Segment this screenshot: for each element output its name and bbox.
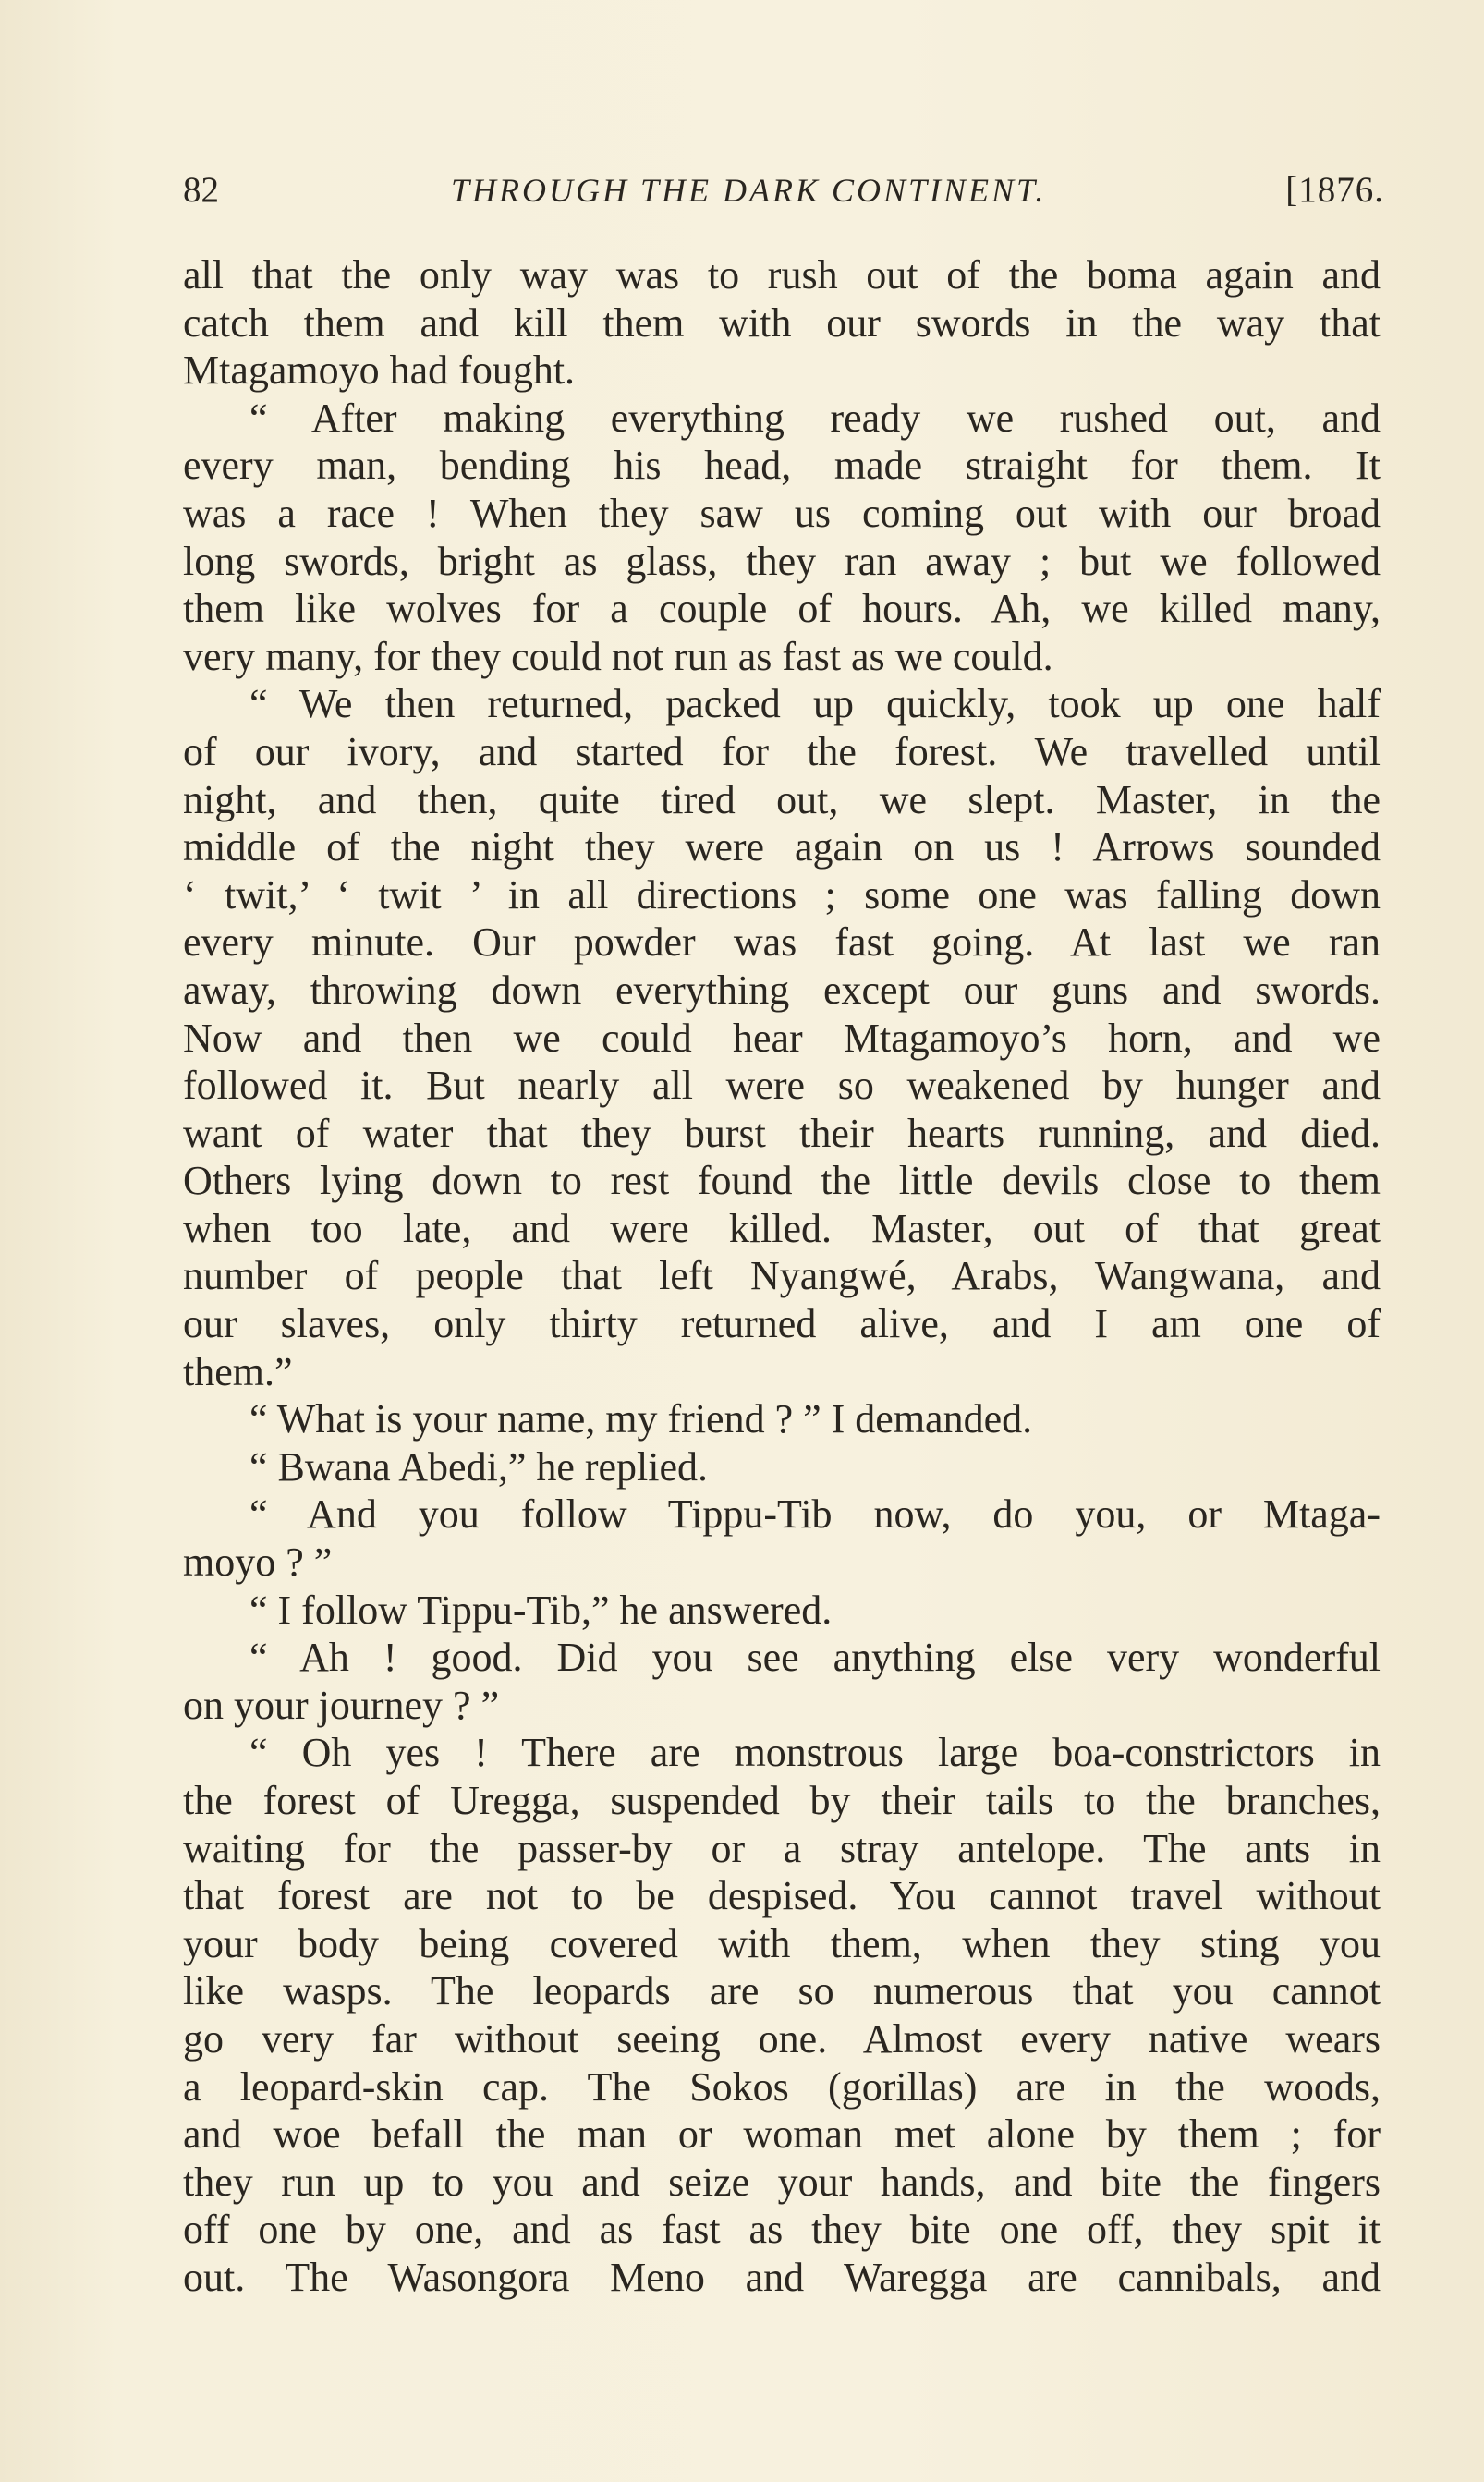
page-number: 82 [183, 170, 219, 210]
text-line: “ And you follow Tippu-Tib now, do you, or Mtaga- [249, 1491, 1381, 1538]
text-line: and woe befall the man or woman met alone by them ; for [183, 2111, 1381, 2158]
text-line: ‘ twit,’ ‘ twit ’ in all directions ; some one was falling down [183, 871, 1381, 918]
text-line: was a race ! When they saw us coming out with our broad [183, 490, 1381, 536]
text-line: waiting for the passer-by or a stray antelope. The ants in [183, 1825, 1381, 1871]
text-line: they run up to you and seize your hands, and bite the fingers [183, 2159, 1381, 2205]
text-line: a leopard-skin cap. The Sokos (gorillas) are in the woods, [183, 2063, 1381, 2110]
text-line: our slaves, only thirty returned alive, and I am one of [183, 1301, 1381, 1347]
text-line: followed it. But nearly all were so weakened by hunger and [183, 1063, 1381, 1109]
text-line: moyo ? ” [183, 1539, 333, 1586]
text-line: your body being covered with them, when they sting you [183, 1920, 1381, 1966]
year-marker: [1876. [1285, 170, 1384, 210]
text-line: out. The Wasongora Meno and Waregga are cannibals, and [183, 2254, 1381, 2300]
text-line: that forest are not to be despised. You cannot travel without [183, 1873, 1381, 1919]
text-line: when too late, and were killed. Master, out of that great [183, 1205, 1381, 1251]
text-line: off one by one, and as fast as they bite one off, they spit it [183, 2207, 1381, 2253]
text-line: “ I follow Tippu-Tib,” he answered. [249, 1587, 833, 1633]
text-line: them like wolves for a couple of hours. Ah, we killed many, [183, 586, 1381, 632]
text-line: number of people that left Nyangwé, Arabs, Wangwana, and [183, 1253, 1381, 1299]
text-line: all that the only way was to rush out of the boma again and [183, 252, 1381, 298]
text-line: every minute. Our powder was fast going. At last we ran [183, 919, 1381, 966]
text-line: away, throwing down everything except our guns and swords. [183, 967, 1381, 1013]
text-line: “ After making everything ready we rushed out, and [249, 395, 1381, 441]
running-header [183, 163, 1384, 218]
text-line: catch them and kill them with our swords in the way that [183, 299, 1381, 346]
text-line: want of water that they burst their hearts running, and died. [183, 1110, 1381, 1156]
text-line: them.” [183, 1348, 293, 1394]
text-line: very many, for they could not run as fast as we could. [183, 633, 1053, 679]
text-line: the forest of Uregga, suspended by their tails to the branches, [183, 1778, 1381, 1823]
text-line: go very far without seeing one. Almost every native wears [183, 2015, 1381, 2062]
text-line: Mtagamoyo had fought. [183, 347, 576, 394]
text-line: middle of the night they were again on us ! Arrows sounded [183, 824, 1381, 870]
text-line: Others lying down to rest found the little devils close to them [183, 1158, 1381, 1204]
text-line: Now and then we could hear Mtagamoyo’s horn, and we [183, 1015, 1381, 1061]
text-line: every man, bending his head, made straight for them. It [183, 443, 1381, 489]
text-line: long swords, bright as glass, they ran away ; but we followed [183, 538, 1381, 584]
text-line: “ Bwana Abedi,” he replied. [249, 1443, 709, 1490]
text-line: “ We then returned, packed up quickly, took up one half [249, 681, 1381, 727]
body-text [183, 251, 1381, 2302]
running-title: THROUGH THE DARK CONTINENT. [451, 172, 1047, 209]
text-line: “ Oh yes ! There are monstrous large boa-constrictors in [249, 1730, 1381, 1776]
text-line: on your journey ? ” [183, 1682, 500, 1728]
text-line: like wasps. The leopards are so numerous that you cannot [183, 1968, 1381, 2014]
text-line: of our ivory, and started for the forest. We travelled until [183, 728, 1381, 774]
text-line: night, and then, quite tired out, we slept. Master, in the [183, 776, 1381, 822]
text-line: “ Ah ! good. Did you see anything else very wonderful [249, 1635, 1381, 1681]
text-line: “ What is your name, my friend ? ” I demanded. [249, 1396, 1033, 1442]
